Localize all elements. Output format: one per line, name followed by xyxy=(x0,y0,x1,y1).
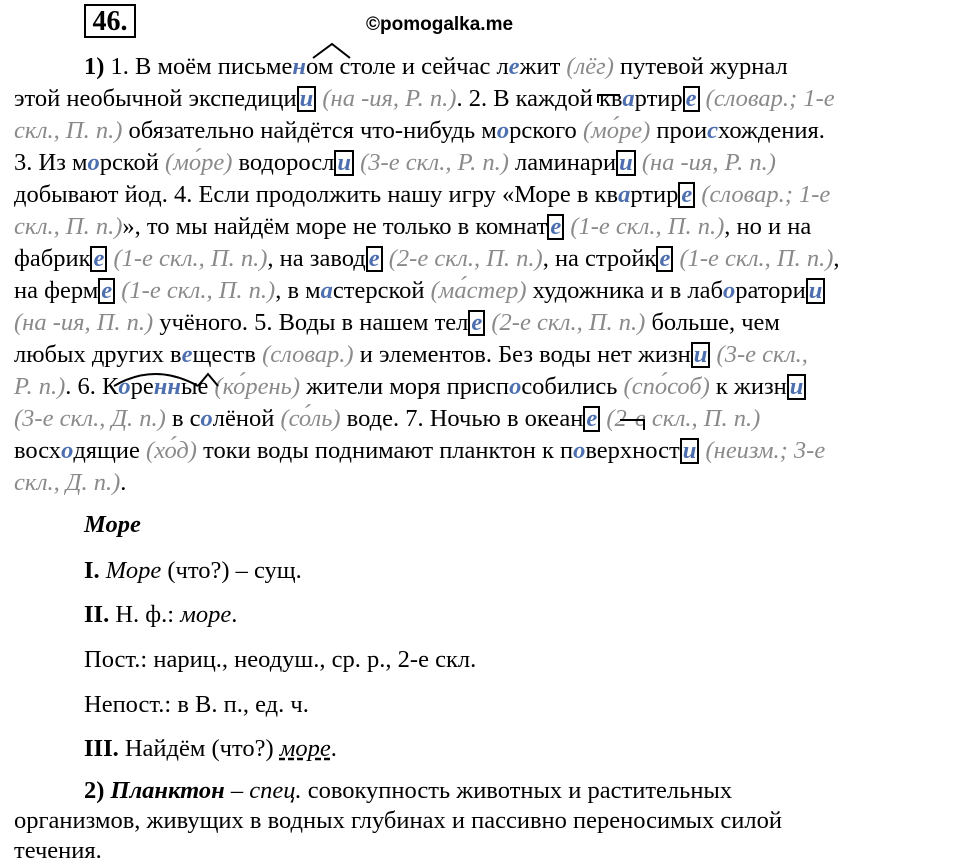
spelling-box: и xyxy=(680,438,700,464)
spelling-box: е xyxy=(90,246,107,272)
text-line-13: восходящие (хо́д) токи воды поднимают планктон к поверхност и (неизм.; 3-е xyxy=(14,437,826,464)
text-line-4: 3. Из морской (мо́ре) водоросл и (3-е скл., Р. п.) ламинари и (на -ия, Р. п.) xyxy=(14,149,776,176)
dashed-underline-word: море xyxy=(279,735,331,762)
parse-line-2: II. Н. ф.: море. xyxy=(84,601,238,628)
text-line-9: (на -ия, П. п.) учёного. 5. Воды в нашем тел е (2-е скл., П. п.) больше, чем xyxy=(14,309,780,336)
parse-line-5: III. Найдём (что?) море. xyxy=(84,735,337,762)
text-line-8: на ферм е (1-е скл., П. п.), в мастерской (ма́стер) художника и в лаборатори и xyxy=(14,276,825,306)
spelling-box: е xyxy=(366,246,383,272)
spelling-box: е xyxy=(678,182,695,208)
spelling-box: и xyxy=(787,374,807,400)
text-line-14: скл., Д. п.). xyxy=(14,469,127,496)
text-line-3: скл., П. п.) обязательно найдётся что-нибудь морского (мо́ре) происхождения. xyxy=(14,117,825,144)
spelling-box: и xyxy=(691,342,711,368)
text-line-10: любых других веществ (словар.) и элементов. Без воды нет жизн и (3-е скл., xyxy=(14,341,808,368)
spelling-box: е xyxy=(656,246,673,272)
text-line-2: этой необычной экспедици и (на -ия, Р. п.). 2. В каждой квартир е (словар.; 1-е xyxy=(14,85,835,112)
spelling-box: е xyxy=(583,406,600,432)
spelling-box: и xyxy=(616,150,636,176)
text-line-11: Р. п.). 6. Коренные (ко́рень) жители моря приспособились (спо́соб) к жизн и xyxy=(14,372,806,402)
spelling-box: е xyxy=(547,214,564,240)
spelling-box: и xyxy=(297,86,317,112)
definition-line-3: течения. xyxy=(14,837,102,864)
spelling-box: е xyxy=(98,278,115,304)
text-line-12: (3-е скл., Д. п.) в солёной (со́ль) воде. 7. Ночью в океан е (2-е скл., П. п.) xyxy=(14,405,761,432)
parse-line-4: Непост.: в В. п., ед. ч. xyxy=(84,691,309,718)
parse-line-3: Пост.: нариц., неодуш., ср. р., 2-е скл. xyxy=(84,646,477,673)
site-watermark: ©pomogalka.me xyxy=(366,14,514,35)
definition-line-1: 2) Планктон – спец. совокупность животных и растительных xyxy=(84,777,733,804)
spelling-box: е xyxy=(683,86,700,112)
text-line-7: фабрик е (1-е скл., П. п.), на завод е (2-е скл., П. п.), на стройк е (1-е скл., П. п.), xyxy=(14,245,840,272)
exercise-number: 46. xyxy=(84,4,136,38)
definition-line-2: организмов, живущих в водных глубинах и пассивно переносимых силой xyxy=(14,807,782,834)
spelling-box: и xyxy=(806,278,826,304)
parse-line-1: I. Море (что?) – сущ. xyxy=(84,557,302,584)
text-line-6: скл., П. п.)», то мы найдём море не только в комнат е (1-е скл., П. п.), но и на xyxy=(14,213,812,240)
text-line-1: 1) 1. В моём письменом столе и сейчас лежит (лёг) путевой журнал xyxy=(84,53,788,80)
text-line-5: добывают йод. 4. Если продолжить нашу игру «Море в квартир е (словар.; 1-е xyxy=(14,181,831,208)
parse-title: Море xyxy=(84,511,141,538)
spelling-box: е xyxy=(468,310,485,336)
spelling-box: и xyxy=(334,150,354,176)
